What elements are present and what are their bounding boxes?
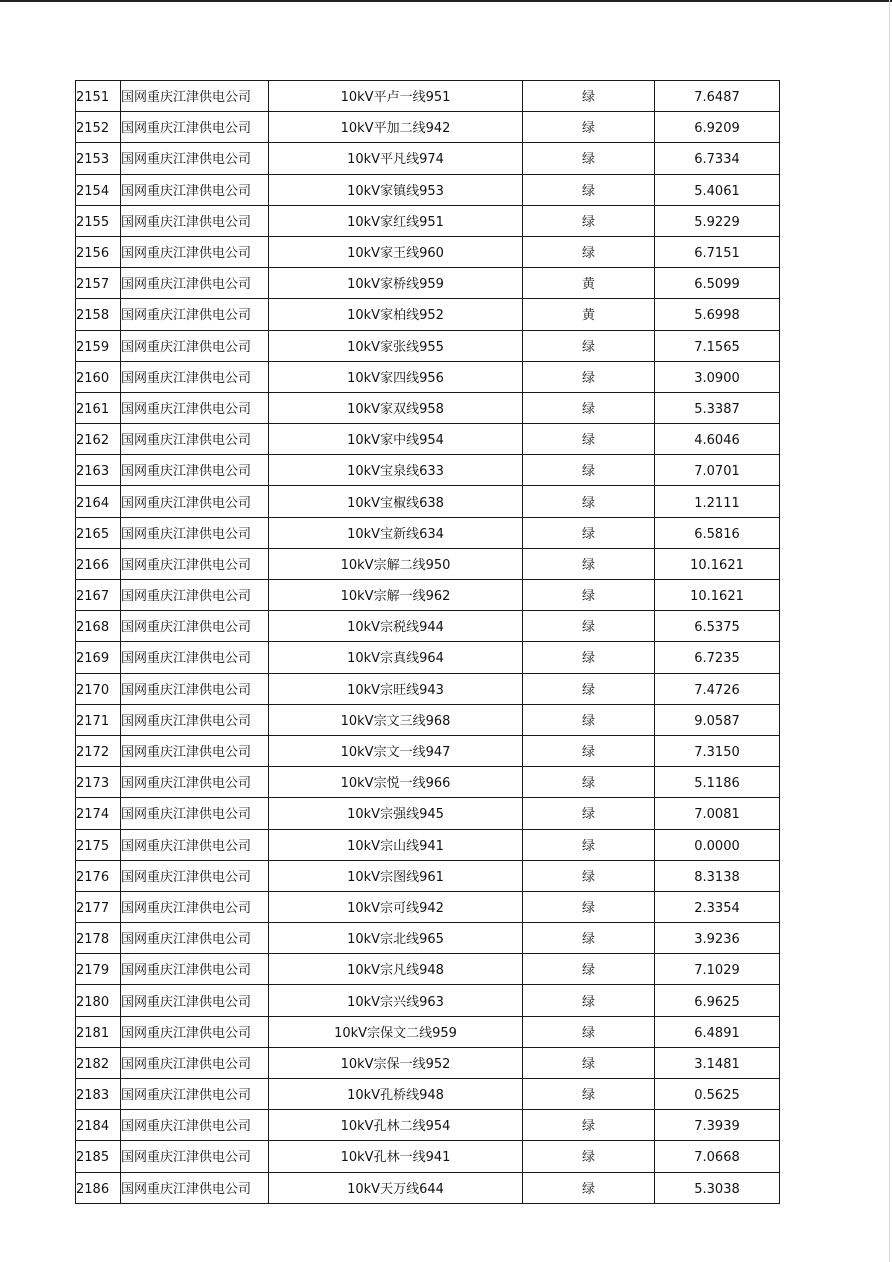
line-name-cell: 10kV平卢一线951 bbox=[269, 81, 523, 112]
value-cell: 9.0587 bbox=[655, 704, 780, 735]
line-name-cell: 10kV宝椒线638 bbox=[269, 486, 523, 517]
line-name-cell: 10kV家王线960 bbox=[269, 236, 523, 267]
row-index-cell: 2162 bbox=[76, 424, 121, 455]
line-name-cell: 10kV孔桥线948 bbox=[269, 1079, 523, 1110]
status-cell: 黄 bbox=[523, 299, 655, 330]
value-cell: 6.9625 bbox=[655, 985, 780, 1016]
row-index-cell: 2179 bbox=[76, 954, 121, 985]
table-row bbox=[76, 112, 780, 143]
status-cell: 绿 bbox=[523, 829, 655, 860]
table-row bbox=[76, 299, 780, 330]
value-cell: 5.6998 bbox=[655, 299, 780, 330]
value-cell: 8.3138 bbox=[655, 860, 780, 891]
value-cell: 6.5816 bbox=[655, 517, 780, 548]
table-row bbox=[76, 1016, 780, 1047]
row-index-cell: 2186 bbox=[76, 1172, 121, 1203]
row-index-cell: 2153 bbox=[76, 143, 121, 174]
value-cell: 0.0000 bbox=[655, 829, 780, 860]
status-cell: 绿 bbox=[523, 642, 655, 673]
table-row bbox=[76, 891, 780, 922]
line-name-cell: 10kV家中线954 bbox=[269, 424, 523, 455]
value-cell: 5.3038 bbox=[655, 1172, 780, 1203]
line-name-cell: 10kV家柏线952 bbox=[269, 299, 523, 330]
data-table bbox=[75, 80, 780, 1204]
status-cell: 绿 bbox=[523, 174, 655, 205]
row-index-cell: 2184 bbox=[76, 1110, 121, 1141]
value-cell: 5.1186 bbox=[655, 767, 780, 798]
status-cell: 绿 bbox=[523, 112, 655, 143]
row-index-cell: 2183 bbox=[76, 1079, 121, 1110]
line-name-cell: 10kV家双线958 bbox=[269, 392, 523, 423]
company-cell: 国网重庆江津供电公司 bbox=[121, 361, 269, 392]
value-cell: 6.7151 bbox=[655, 236, 780, 267]
table-row bbox=[76, 268, 780, 299]
status-cell: 绿 bbox=[523, 236, 655, 267]
line-name-cell: 10kV宗旺线943 bbox=[269, 673, 523, 704]
line-name-cell: 10kV宗凡线948 bbox=[269, 954, 523, 985]
value-cell: 5.4061 bbox=[655, 174, 780, 205]
table-row bbox=[76, 860, 780, 891]
table-row bbox=[76, 580, 780, 611]
status-cell: 绿 bbox=[523, 1047, 655, 1078]
table-row bbox=[76, 1047, 780, 1078]
value-cell: 1.2111 bbox=[655, 486, 780, 517]
table-row bbox=[76, 1141, 780, 1172]
status-cell: 绿 bbox=[523, 985, 655, 1016]
status-cell: 绿 bbox=[523, 486, 655, 517]
row-index-cell: 2185 bbox=[76, 1141, 121, 1172]
status-cell: 绿 bbox=[523, 424, 655, 455]
company-cell: 国网重庆江津供电公司 bbox=[121, 954, 269, 985]
table-row bbox=[76, 673, 780, 704]
company-cell: 国网重庆江津供电公司 bbox=[121, 891, 269, 922]
row-index-cell: 2174 bbox=[76, 798, 121, 829]
company-cell: 国网重庆江津供电公司 bbox=[121, 860, 269, 891]
line-name-cell: 10kV宗可线942 bbox=[269, 891, 523, 922]
value-cell: 6.7235 bbox=[655, 642, 780, 673]
company-cell: 国网重庆江津供电公司 bbox=[121, 673, 269, 704]
table-row bbox=[76, 985, 780, 1016]
value-cell: 7.3150 bbox=[655, 735, 780, 766]
line-name-cell: 10kV平凡线974 bbox=[269, 143, 523, 174]
status-cell: 绿 bbox=[523, 923, 655, 954]
value-cell: 7.1565 bbox=[655, 330, 780, 361]
company-cell: 国网重庆江津供电公司 bbox=[121, 548, 269, 579]
value-cell: 5.9229 bbox=[655, 205, 780, 236]
status-cell: 绿 bbox=[523, 798, 655, 829]
company-cell: 国网重庆江津供电公司 bbox=[121, 580, 269, 611]
table-row bbox=[76, 424, 780, 455]
value-cell: 7.1029 bbox=[655, 954, 780, 985]
table-row bbox=[76, 642, 780, 673]
status-cell: 绿 bbox=[523, 704, 655, 735]
row-index-cell: 2164 bbox=[76, 486, 121, 517]
table-row bbox=[76, 798, 780, 829]
company-cell: 国网重庆江津供电公司 bbox=[121, 1141, 269, 1172]
company-cell: 国网重庆江津供电公司 bbox=[121, 392, 269, 423]
value-cell: 7.6487 bbox=[655, 81, 780, 112]
line-name-cell: 10kV家红线951 bbox=[269, 205, 523, 236]
table-row bbox=[76, 517, 780, 548]
company-cell: 国网重庆江津供电公司 bbox=[121, 642, 269, 673]
company-cell: 国网重庆江津供电公司 bbox=[121, 236, 269, 267]
line-name-cell: 10kV宗文一线947 bbox=[269, 735, 523, 766]
row-index-cell: 2158 bbox=[76, 299, 121, 330]
line-name-cell: 10kV宗文三线968 bbox=[269, 704, 523, 735]
top-border-line bbox=[0, 0, 892, 2]
row-index-cell: 2161 bbox=[76, 392, 121, 423]
table-row bbox=[76, 174, 780, 205]
row-index-cell: 2168 bbox=[76, 611, 121, 642]
status-cell: 绿 bbox=[523, 548, 655, 579]
table-row bbox=[76, 486, 780, 517]
table-row bbox=[76, 330, 780, 361]
value-cell: 6.4891 bbox=[655, 1016, 780, 1047]
row-index-cell: 2159 bbox=[76, 330, 121, 361]
table-row bbox=[76, 548, 780, 579]
row-index-cell: 2180 bbox=[76, 985, 121, 1016]
row-index-cell: 2163 bbox=[76, 455, 121, 486]
line-name-cell: 10kV宗强线945 bbox=[269, 798, 523, 829]
company-cell: 国网重庆江津供电公司 bbox=[121, 455, 269, 486]
table-row bbox=[76, 81, 780, 112]
row-index-cell: 2172 bbox=[76, 735, 121, 766]
value-cell: 3.0900 bbox=[655, 361, 780, 392]
company-cell: 国网重庆江津供电公司 bbox=[121, 923, 269, 954]
line-name-cell: 10kV孔林一线941 bbox=[269, 1141, 523, 1172]
status-cell: 绿 bbox=[523, 673, 655, 704]
company-cell: 国网重庆江津供电公司 bbox=[121, 829, 269, 860]
line-name-cell: 10kV宗图线961 bbox=[269, 860, 523, 891]
line-name-cell: 10kV平加二线942 bbox=[269, 112, 523, 143]
line-name-cell: 10kV宗山线941 bbox=[269, 829, 523, 860]
company-cell: 国网重庆江津供电公司 bbox=[121, 798, 269, 829]
company-cell: 国网重庆江津供电公司 bbox=[121, 704, 269, 735]
value-cell: 6.7334 bbox=[655, 143, 780, 174]
value-cell: 7.3939 bbox=[655, 1110, 780, 1141]
value-cell: 4.6046 bbox=[655, 424, 780, 455]
status-cell: 绿 bbox=[523, 517, 655, 548]
table-row bbox=[76, 1172, 780, 1203]
row-index-cell: 2171 bbox=[76, 704, 121, 735]
status-cell: 绿 bbox=[523, 330, 655, 361]
line-name-cell: 10kV宗真线964 bbox=[269, 642, 523, 673]
company-cell: 国网重庆江津供电公司 bbox=[121, 174, 269, 205]
table-row bbox=[76, 923, 780, 954]
value-cell: 6.5099 bbox=[655, 268, 780, 299]
value-cell: 6.5375 bbox=[655, 611, 780, 642]
table-row bbox=[76, 1110, 780, 1141]
line-name-cell: 10kV宗兴线963 bbox=[269, 985, 523, 1016]
status-cell: 绿 bbox=[523, 1172, 655, 1203]
company-cell: 国网重庆江津供电公司 bbox=[121, 81, 269, 112]
status-cell: 绿 bbox=[523, 361, 655, 392]
company-cell: 国网重庆江津供电公司 bbox=[121, 1047, 269, 1078]
line-name-cell: 10kV宗税线944 bbox=[269, 611, 523, 642]
value-cell: 2.3354 bbox=[655, 891, 780, 922]
table-row bbox=[76, 205, 780, 236]
value-cell: 6.9209 bbox=[655, 112, 780, 143]
value-cell: 7.0668 bbox=[655, 1141, 780, 1172]
row-index-cell: 2151 bbox=[76, 81, 121, 112]
line-name-cell: 10kV宗解一线962 bbox=[269, 580, 523, 611]
status-cell: 绿 bbox=[523, 735, 655, 766]
status-cell: 绿 bbox=[523, 1016, 655, 1047]
value-cell: 7.4726 bbox=[655, 673, 780, 704]
line-name-cell: 10kV宗解二线950 bbox=[269, 548, 523, 579]
row-index-cell: 2157 bbox=[76, 268, 121, 299]
row-index-cell: 2181 bbox=[76, 1016, 121, 1047]
line-name-cell: 10kV宗北线965 bbox=[269, 923, 523, 954]
table-row bbox=[76, 767, 780, 798]
row-index-cell: 2178 bbox=[76, 923, 121, 954]
status-cell: 绿 bbox=[523, 954, 655, 985]
company-cell: 国网重庆江津供电公司 bbox=[121, 205, 269, 236]
company-cell: 国网重庆江津供电公司 bbox=[121, 330, 269, 361]
row-index-cell: 2169 bbox=[76, 642, 121, 673]
table-row bbox=[76, 954, 780, 985]
row-index-cell: 2176 bbox=[76, 860, 121, 891]
status-cell: 绿 bbox=[523, 205, 655, 236]
row-index-cell: 2175 bbox=[76, 829, 121, 860]
company-cell: 国网重庆江津供电公司 bbox=[121, 268, 269, 299]
line-name-cell: 10kV家四线956 bbox=[269, 361, 523, 392]
status-cell: 黄 bbox=[523, 268, 655, 299]
company-cell: 国网重庆江津供电公司 bbox=[121, 611, 269, 642]
value-cell: 10.1621 bbox=[655, 580, 780, 611]
value-cell: 7.0701 bbox=[655, 455, 780, 486]
line-name-cell: 10kV宝新线634 bbox=[269, 517, 523, 548]
line-name-cell: 10kV家桥线959 bbox=[269, 268, 523, 299]
value-cell: 3.1481 bbox=[655, 1047, 780, 1078]
company-cell: 国网重庆江津供电公司 bbox=[121, 1016, 269, 1047]
status-cell: 绿 bbox=[523, 1141, 655, 1172]
table-row bbox=[76, 392, 780, 423]
value-cell: 3.9236 bbox=[655, 923, 780, 954]
row-index-cell: 2156 bbox=[76, 236, 121, 267]
company-cell: 国网重庆江津供电公司 bbox=[121, 1172, 269, 1203]
line-name-cell: 10kV家镇线953 bbox=[269, 174, 523, 205]
table-row bbox=[76, 455, 780, 486]
company-cell: 国网重庆江津供电公司 bbox=[121, 112, 269, 143]
company-cell: 国网重庆江津供电公司 bbox=[121, 143, 269, 174]
table-row bbox=[76, 829, 780, 860]
status-cell: 绿 bbox=[523, 891, 655, 922]
table-row bbox=[76, 704, 780, 735]
status-cell: 绿 bbox=[523, 143, 655, 174]
value-cell: 0.5625 bbox=[655, 1079, 780, 1110]
table-row bbox=[76, 236, 780, 267]
status-cell: 绿 bbox=[523, 1110, 655, 1141]
row-index-cell: 2173 bbox=[76, 767, 121, 798]
status-cell: 绿 bbox=[523, 81, 655, 112]
value-cell: 5.3387 bbox=[655, 392, 780, 423]
company-cell: 国网重庆江津供电公司 bbox=[121, 299, 269, 330]
row-index-cell: 2165 bbox=[76, 517, 121, 548]
row-index-cell: 2152 bbox=[76, 112, 121, 143]
company-cell: 国网重庆江津供电公司 bbox=[121, 985, 269, 1016]
status-cell: 绿 bbox=[523, 580, 655, 611]
company-cell: 国网重庆江津供电公司 bbox=[121, 767, 269, 798]
line-name-cell: 10kV家张线955 bbox=[269, 330, 523, 361]
company-cell: 国网重庆江津供电公司 bbox=[121, 1079, 269, 1110]
row-index-cell: 2182 bbox=[76, 1047, 121, 1078]
status-cell: 绿 bbox=[523, 860, 655, 891]
table-body bbox=[76, 81, 780, 1204]
status-cell: 绿 bbox=[523, 611, 655, 642]
table-row bbox=[76, 611, 780, 642]
value-cell: 10.1621 bbox=[655, 548, 780, 579]
line-name-cell: 10kV孔林二线954 bbox=[269, 1110, 523, 1141]
line-name-cell: 10kV宗保一线952 bbox=[269, 1047, 523, 1078]
line-name-cell: 10kV宗悦一线966 bbox=[269, 767, 523, 798]
line-name-cell: 10kV宝泉线633 bbox=[269, 455, 523, 486]
company-cell: 国网重庆江津供电公司 bbox=[121, 517, 269, 548]
value-cell: 7.0081 bbox=[655, 798, 780, 829]
status-cell: 绿 bbox=[523, 455, 655, 486]
row-index-cell: 2154 bbox=[76, 174, 121, 205]
company-cell: 国网重庆江津供电公司 bbox=[121, 486, 269, 517]
company-cell: 国网重庆江津供电公司 bbox=[121, 735, 269, 766]
row-index-cell: 2166 bbox=[76, 548, 121, 579]
row-index-cell: 2167 bbox=[76, 580, 121, 611]
table-row bbox=[76, 361, 780, 392]
table-row bbox=[76, 735, 780, 766]
row-index-cell: 2170 bbox=[76, 673, 121, 704]
table-row bbox=[76, 143, 780, 174]
line-name-cell: 10kV天万线644 bbox=[269, 1172, 523, 1203]
table-row bbox=[76, 1079, 780, 1110]
row-index-cell: 2155 bbox=[76, 205, 121, 236]
company-cell: 国网重庆江津供电公司 bbox=[121, 1110, 269, 1141]
page-right-edge bbox=[889, 0, 890, 1262]
status-cell: 绿 bbox=[523, 392, 655, 423]
row-index-cell: 2177 bbox=[76, 891, 121, 922]
row-index-cell: 2160 bbox=[76, 361, 121, 392]
status-cell: 绿 bbox=[523, 767, 655, 798]
status-cell: 绿 bbox=[523, 1079, 655, 1110]
line-name-cell: 10kV宗保文二线959 bbox=[269, 1016, 523, 1047]
company-cell: 国网重庆江津供电公司 bbox=[121, 424, 269, 455]
